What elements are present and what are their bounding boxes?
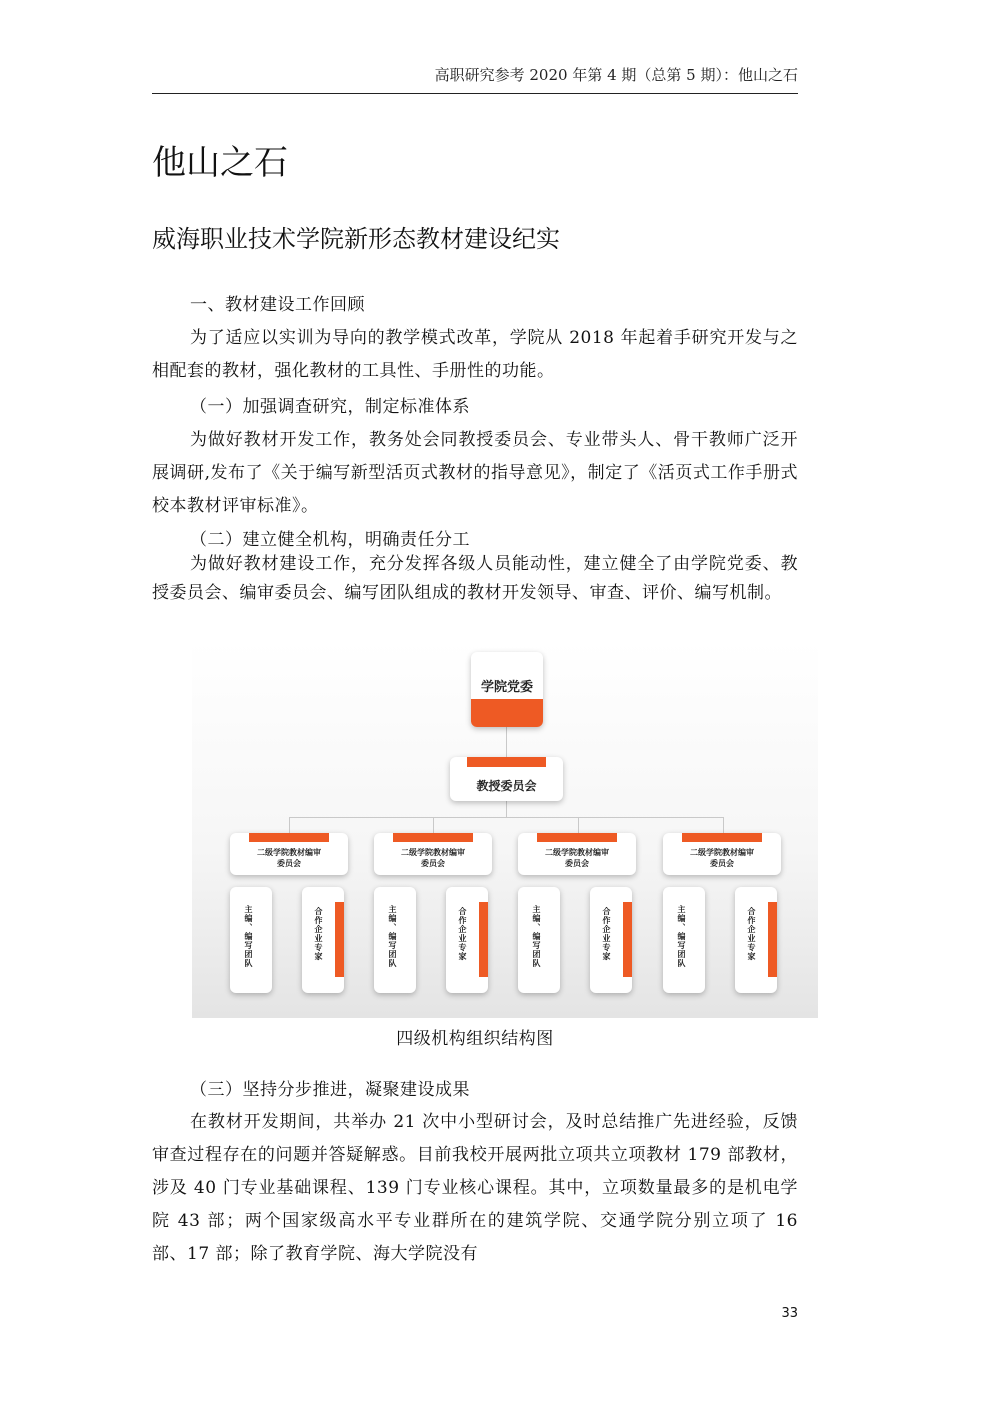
node-party-committee-label: 学院党委 [480, 680, 533, 695]
committee-label-line2: 委员会 [421, 859, 445, 868]
heading-2: （一）加强调查研究，制定标准体系 [190, 397, 470, 417]
heading-4: （三）坚持分步推进，凝聚建设成果 [190, 1080, 470, 1100]
node-enterprise-expert-1 [302, 887, 344, 993]
chief-editor-team-label: 主编、编写团队 [677, 905, 686, 968]
orange-band [335, 902, 344, 977]
orange-band [768, 902, 777, 977]
heading-3: （二）建立健全机构，明确责任分工 [190, 530, 470, 550]
node-editorial-committee-4 [663, 833, 781, 875]
committee-label-line1: 二级学院教材编审 [401, 848, 465, 857]
orange-band [682, 833, 762, 842]
committee-label-line1: 二级学院教材编审 [690, 848, 754, 857]
committee-label-line2: 委员会 [565, 859, 589, 868]
orange-band [393, 833, 473, 842]
heading-1: 一、教材建设工作回顾 [190, 295, 365, 315]
committee-label-line1: 二级学院教材编审 [545, 848, 609, 857]
enterprise-expert-label: 合作企业专家 [314, 907, 323, 961]
enterprise-expert-label: 合作企业专家 [458, 907, 467, 961]
node-professor-committee [450, 757, 563, 801]
section-title: 他山之石 [152, 143, 288, 183]
node-chief-editor-team-3 [518, 887, 560, 993]
orange-band [467, 757, 546, 767]
article-title: 威海职业技术学院新形态教材建设纪实 [152, 225, 560, 253]
orange-band [537, 833, 617, 842]
header-rule [152, 93, 798, 94]
orange-band [623, 902, 632, 977]
connector-horizontal [289, 817, 723, 818]
figure-caption: 四级机构组织结构图 [396, 1029, 554, 1049]
orange-band [471, 699, 543, 727]
running-header: 高职研究参考 2020 年第 4 期（总第 5 期）：他山之石 [434, 66, 798, 84]
connector-drop-1 [289, 817, 290, 833]
connector-mid [506, 801, 507, 817]
committee-label-line2: 委员会 [710, 859, 734, 868]
node-editorial-committee-3 [518, 833, 636, 875]
chief-editor-team-label: 主编、编写团队 [388, 905, 397, 968]
node-enterprise-expert-3 [590, 887, 632, 993]
paragraph-4: 在教材开发期间，共举办 21 次中小型研讨会，及时总结推广先进经验，反馈审查过程存在的问题并答疑解惑。目前我校开展两批立项共立项教材 179 部教材，涉及 40 门专业基础课程、139 门专业核心课程。其中，立项数量最多的是机电学院 43 部；两个国家级高水平专业群所在的建筑学院、交通学院分别立项了 16 部、17 部；除了教育学院、海大学院没有 [152, 1112, 798, 1264]
orange-band [479, 902, 488, 977]
orange-band [249, 833, 329, 842]
node-enterprise-expert-2 [446, 887, 488, 993]
committee-label-line1: 二级学院教材编审 [257, 848, 321, 857]
node-enterprise-expert-4 [735, 887, 777, 993]
node-chief-editor-team-1 [230, 887, 272, 993]
connector-drop-4 [723, 817, 724, 833]
page-number: 33 [781, 1306, 798, 1321]
committee-label-line2: 委员会 [277, 859, 301, 868]
node-professor-committee-label: 教授委员会 [476, 779, 537, 793]
enterprise-expert-label: 合作企业专家 [747, 907, 756, 961]
node-chief-editor-team-4 [663, 887, 705, 993]
paragraph-1: 为了适应以实训为导向的教学模式改革，学院从 2018 年起着手研究开发与之相配套的教材，强化教材的工具性、手册性的功能。 [152, 328, 798, 381]
enterprise-expert-label: 合作企业专家 [602, 907, 611, 961]
chief-editor-team-label: 主编、编写团队 [244, 905, 253, 968]
paragraph-3: 为做好教材建设工作，充分发挥各级人员能动性，建立健全了由学院党委、教授委员会、编审委员会、编写团队组成的教材开发领导、审查、评价、编写机制。 [152, 554, 798, 603]
paragraph-2: 为做好教材开发工作，教务处会同教授委员会、专业带头人、骨干教师广泛开展调研,发布了《关于编写新型活页式教材的指导意见》，制定了《活页式工作手册式校本教材评审标准》。 [152, 430, 798, 516]
connector-drop-3 [578, 817, 579, 833]
connector-top [506, 727, 507, 757]
node-editorial-committee-2 [374, 833, 492, 875]
node-editorial-committee-1 [230, 833, 348, 875]
org-chart [192, 641, 818, 1018]
chief-editor-team-label: 主编、编写团队 [532, 905, 541, 968]
node-party-committee [471, 652, 543, 727]
connector-drop-2 [433, 817, 434, 833]
node-chief-editor-team-2 [374, 887, 416, 993]
